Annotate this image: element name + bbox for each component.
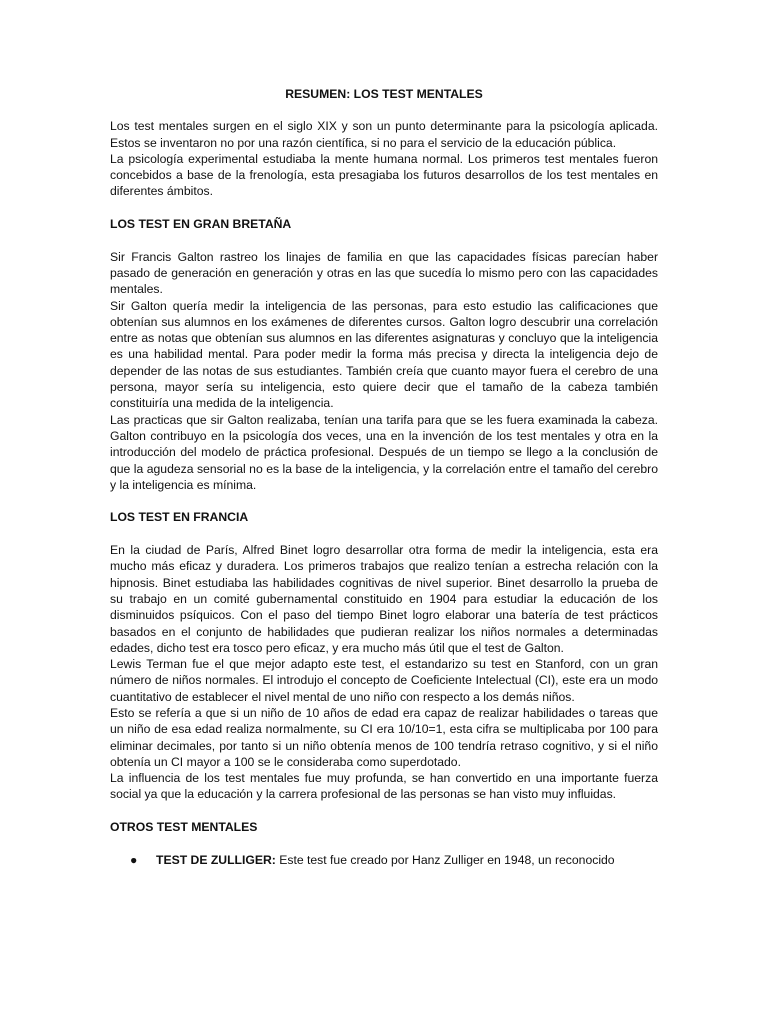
document-page bbox=[110, 86, 658, 868]
france-paragraph-4: La influencia de los test mentales fue muy profunda, se han convertido en una importante fuerza social ya que la educación y la carrera profesional de las personas se han visto muy influidas. bbox=[110, 771, 658, 802]
intro-paragraph-2: La psicología experimental estudiaba la mente humana normal. Los primeros test mentales fueron concebidos a base de la frenología, esta presagiaba los futuros desarrollos de los test mentales en diferentes ámbitos. bbox=[110, 151, 658, 199]
document-title: RESUMEN: LOS TEST MENTALES bbox=[285, 87, 483, 101]
bullet-item-zulliger bbox=[110, 852, 658, 868]
section-heading-others: OTROS TEST MENTALES bbox=[110, 820, 258, 835]
france-paragraph-2: Lewis Terman fue el que mejor adapto este test, el estandarizo su test en Stanford, con un gran número de niños normales. El introdujo el concepto de Coeficiente Intelectual (CI), este era un modo cuantitativo de establecer el nivel mental de uno niño con respecto a los demás niños. bbox=[110, 657, 658, 704]
france-paragraph-1: En la ciudad de París, Alfred Binet logro desarrollar otra forma de medir la inteligencia, esta era mucho más eficaz y duradera. Los primeros trabajos que realizo tenían a estrecha relación con la hipnosis. Binet estudiaba las habilidades cognitivas de nivel superior. Binet desarrollo la prueba de su trabajo en un comité gubernamental constituido en 1904 para estudiar la educación de los disminuidos psíquicos. Con el paso del tiempo Binet logro elaborar una batería de test prácticos basados en el conjunto de habilidades que pudieran realizar los niños normales a determinadas edades, dicho test era tosco pero eficaz, y era mucho más útil que el test de Galton. bbox=[110, 543, 658, 655]
britain-paragraph-3: Las practicas que sir Galton realizaba, tenían una tarifa para que se les fuera examinada la cabeza. Galton contribuyo en la psicología dos veces, una en la invención de los test mentales y otra en la introducción del modelo de práctica profesional. Después de un tiempo se llego a la conclusión de que la agudeza sensorial no es la base de la inteligencia, y la correlación entre el tamaño del cerebro y la inteligencia es mínima. bbox=[110, 412, 658, 492]
section-heading-britain: LOS TEST EN GRAN BRETAÑA bbox=[110, 217, 292, 232]
section-heading-france: LOS TEST EN FRANCIA bbox=[110, 510, 249, 525]
bullet-icon: ● bbox=[130, 852, 138, 867]
britain-paragraph-2: Sir Galton quería medir la inteligencia de las personas, para esto estudio las calificaciones que obtenían sus alumnos en los exámenes de diferentes cursos. Galton logro descubrir una correlación entre as notas que obtenían sus alumnos en las diferentes asignaturas y concluyo que la inteligencia es una habilidad mental. Para poder medir la forma más precisa y directa la inteligencia dejo de depender de las notas de sus estudiantes. También creía que cuanto mayor fuera el cerebro de una persona, mayor sería su inteligencia, esto quiere decir que el tamaño de la cabeza también constituiría una medida de la inteligencia. bbox=[110, 298, 658, 411]
bullet-text: Este test fue creado por Hanz Zulliger en 1948, un reconocido bbox=[275, 852, 615, 867]
france-paragraph-3: Esto se refería a que si un niño de 10 años de edad era capaz de realizar habilidades o tareas que un niño de esa edad realiza normalmente, su CI era 10/10=1, esta cifra se multiplicaba por 100 para eliminar decimales, por tanto si un niño obtenía menos de 100 tendría retraso cognitivo, y si el niño obtenía un CI mayor a 100 se le consideraba como superdotado. bbox=[110, 705, 658, 769]
bullet-label: TEST DE ZULLIGER: bbox=[156, 852, 276, 867]
britain-paragraph-1: Sir Francis Galton rastreo los linajes de familia en que las capacidades físicas parecían haber pasado de generación en generación y otras en las que sucedía lo mismo pero con las capacidades mentales. bbox=[110, 249, 658, 297]
intro-paragraph-1: Los test mentales surgen en el siglo XIX y son un punto determinante para la psicología aplicada. Estos se inventaron no por una razón científica, si no para el servicio de la educación pública. bbox=[110, 119, 658, 150]
